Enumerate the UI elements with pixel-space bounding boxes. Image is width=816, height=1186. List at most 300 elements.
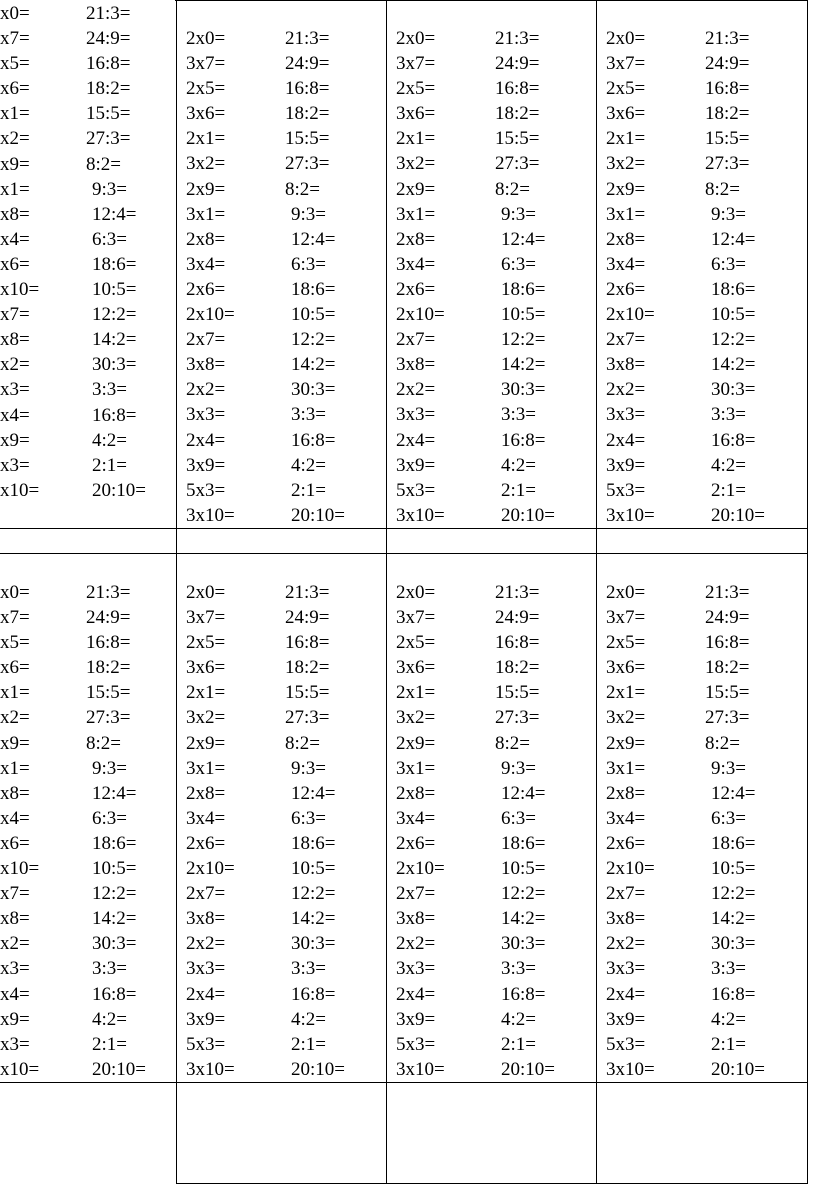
division-problem: 15:5= bbox=[285, 128, 330, 150]
division-problem: 4:2= bbox=[711, 454, 746, 476]
division-problem: 10:5= bbox=[711, 858, 756, 880]
division-problem: 9:3= bbox=[92, 757, 127, 779]
multiplication-problem: x0= bbox=[0, 3, 30, 24]
division-problem: 9:3= bbox=[291, 203, 326, 225]
multiplication-problem: 2x8= bbox=[186, 228, 226, 250]
multiplication-problem: 2x2= bbox=[606, 933, 646, 955]
multiplication-problem: x0= bbox=[0, 582, 30, 603]
multiplication-problem: 3x6= bbox=[186, 103, 226, 125]
multiplication-problem: 3x3= bbox=[396, 958, 436, 980]
division-problem: 12:4= bbox=[291, 782, 336, 804]
multiplication-problem: 2x2= bbox=[396, 379, 436, 401]
multiplication-problem: x2= bbox=[0, 128, 30, 150]
multiplication-problem: 3x7= bbox=[396, 53, 436, 75]
division-problem: 4:2= bbox=[291, 454, 326, 476]
division-problem: 9:3= bbox=[291, 757, 326, 779]
multiplication-problem: 3x8= bbox=[606, 908, 646, 930]
multiplication-problem: 3x8= bbox=[186, 908, 226, 930]
multiplication-problem: x1= bbox=[0, 103, 30, 125]
multiplication-problem: 3x7= bbox=[186, 607, 226, 629]
multiplication-problem: 3x8= bbox=[396, 354, 436, 376]
division-problem: 9:3= bbox=[92, 178, 127, 200]
division-problem: 16:8= bbox=[501, 429, 546, 451]
multiplication-problem: 3x4= bbox=[396, 807, 436, 829]
division-problem: 24:9= bbox=[285, 607, 330, 629]
division-problem: 21:3= bbox=[86, 582, 131, 603]
multiplication-problem: 3x2= bbox=[396, 707, 436, 729]
division-problem: 2:1= bbox=[501, 1033, 536, 1055]
division-problem: 15:5= bbox=[86, 682, 131, 704]
table-border-bottom bbox=[177, 1183, 808, 1184]
division-problem: 15:5= bbox=[705, 128, 750, 150]
division-problem: 10:5= bbox=[711, 304, 756, 326]
division-problem: 18:2= bbox=[285, 103, 330, 125]
division-problem: 12:2= bbox=[711, 883, 756, 905]
multiplication-problem: 2x8= bbox=[606, 228, 646, 250]
multiplication-problem: 3x3= bbox=[606, 958, 646, 980]
multiplication-problem: 2x8= bbox=[396, 782, 436, 804]
multiplication-problem: 3x4= bbox=[186, 253, 226, 275]
multiplication-problem: 3x1= bbox=[186, 757, 226, 779]
multiplication-problem: x7= bbox=[0, 304, 30, 326]
table-border-top bbox=[175, 0, 808, 1]
division-problem: 6:3= bbox=[711, 253, 746, 275]
multiplication-problem: x4= bbox=[0, 807, 30, 829]
multiplication-problem: 5x3= bbox=[606, 479, 646, 501]
division-problem: 18:2= bbox=[705, 657, 750, 679]
table-column-divider bbox=[386, 0, 387, 1184]
multiplication-problem: 3x1= bbox=[606, 203, 646, 225]
division-problem: 12:4= bbox=[501, 782, 546, 804]
table-border-right bbox=[807, 0, 808, 1184]
division-problem: 27:3= bbox=[495, 153, 540, 175]
multiplication-problem: 3x6= bbox=[396, 103, 436, 125]
division-problem: 30:3= bbox=[501, 933, 546, 955]
multiplication-problem: x6= bbox=[0, 253, 30, 275]
multiplication-problem: 3x10= bbox=[606, 1058, 655, 1080]
multiplication-problem: 2x2= bbox=[606, 379, 646, 401]
division-problem: 18:6= bbox=[711, 278, 756, 300]
division-problem: 20:10= bbox=[291, 1058, 345, 1080]
division-problem: 20:10= bbox=[711, 1058, 765, 1080]
division-problem: 15:5= bbox=[495, 682, 540, 704]
division-problem: 30:3= bbox=[291, 933, 336, 955]
division-problem: 14:2= bbox=[291, 354, 336, 376]
multiplication-problem: x4= bbox=[0, 983, 30, 1005]
division-problem: 16:8= bbox=[92, 983, 137, 1005]
division-problem: 20:10= bbox=[92, 479, 146, 501]
division-problem: 24:9= bbox=[495, 53, 540, 75]
division-problem: 12:2= bbox=[501, 883, 546, 905]
multiplication-problem: 3x2= bbox=[396, 153, 436, 175]
multiplication-problem: x2= bbox=[0, 933, 30, 955]
division-problem: 24:9= bbox=[86, 28, 131, 50]
multiplication-problem: x10= bbox=[0, 279, 40, 301]
multiplication-problem: 3x3= bbox=[186, 958, 226, 980]
table-column-divider bbox=[176, 0, 177, 1184]
multiplication-problem: 3x9= bbox=[186, 1008, 226, 1030]
multiplication-problem: 2x9= bbox=[396, 732, 436, 754]
multiplication-problem: 3x8= bbox=[186, 354, 226, 376]
division-problem: 6:3= bbox=[92, 228, 127, 250]
multiplication-problem: 2x0= bbox=[606, 28, 646, 49]
multiplication-problem: 3x1= bbox=[396, 203, 436, 225]
division-problem: 2:1= bbox=[291, 479, 326, 501]
division-problem: 15:5= bbox=[86, 103, 131, 125]
multiplication-problem: 2x4= bbox=[606, 429, 646, 451]
multiplication-problem: x9= bbox=[0, 1008, 30, 1030]
division-problem: 16:8= bbox=[285, 78, 330, 100]
division-problem: 30:3= bbox=[501, 379, 546, 401]
division-problem: 24:9= bbox=[705, 607, 750, 629]
division-problem: 2:1= bbox=[711, 479, 746, 501]
multiplication-problem: 3x9= bbox=[606, 1008, 646, 1030]
multiplication-problem: 3x10= bbox=[186, 1058, 235, 1080]
multiplication-problem: 3x8= bbox=[606, 354, 646, 376]
multiplication-problem: x9= bbox=[0, 732, 30, 754]
multiplication-problem: 2x2= bbox=[186, 933, 226, 955]
multiplication-problem: 3x2= bbox=[606, 707, 646, 729]
multiplication-problem: 3x1= bbox=[186, 203, 226, 225]
multiplication-problem: 3x9= bbox=[186, 454, 226, 476]
multiplication-problem: x2= bbox=[0, 707, 30, 729]
multiplication-problem: 2x6= bbox=[606, 832, 646, 854]
multiplication-problem: 5x3= bbox=[396, 1033, 436, 1055]
division-problem: 4:2= bbox=[92, 429, 127, 451]
division-problem: 30:3= bbox=[711, 933, 756, 955]
division-problem: 16:8= bbox=[705, 78, 750, 100]
multiplication-problem: 3x10= bbox=[396, 1058, 445, 1080]
multiplication-problem: 3x2= bbox=[186, 153, 226, 175]
multiplication-problem: 2x4= bbox=[186, 429, 226, 451]
division-problem: 16:8= bbox=[291, 429, 336, 451]
division-problem: 16:8= bbox=[495, 632, 540, 654]
division-problem: 16:8= bbox=[501, 983, 546, 1005]
division-problem: 27:3= bbox=[495, 707, 540, 729]
division-problem: 20:10= bbox=[501, 504, 555, 526]
multiplication-problem: 3x9= bbox=[606, 454, 646, 476]
multiplication-problem: 3x7= bbox=[396, 607, 436, 629]
division-problem: 14:2= bbox=[501, 908, 546, 930]
division-problem: 12:2= bbox=[92, 883, 137, 905]
division-problem: 16:8= bbox=[86, 53, 131, 75]
multiplication-problem: x10= bbox=[0, 858, 40, 880]
multiplication-problem: 3x4= bbox=[606, 807, 646, 829]
multiplication-problem: x9= bbox=[0, 153, 30, 175]
division-problem: 15:5= bbox=[705, 682, 750, 704]
multiplication-problem: 2x4= bbox=[606, 983, 646, 1005]
multiplication-problem: 2x7= bbox=[186, 329, 226, 351]
division-problem: 18:6= bbox=[92, 832, 137, 854]
division-problem: 9:3= bbox=[711, 757, 746, 779]
division-problem: 8:2= bbox=[495, 732, 530, 754]
division-problem: 9:3= bbox=[711, 203, 746, 225]
division-problem: 21:3= bbox=[705, 28, 750, 49]
division-problem: 2:1= bbox=[92, 454, 127, 476]
division-problem: 4:2= bbox=[291, 1008, 326, 1030]
multiplication-problem: x7= bbox=[0, 607, 30, 629]
multiplication-problem: 3x9= bbox=[396, 454, 436, 476]
division-problem: 24:9= bbox=[285, 53, 330, 75]
division-problem: 14:2= bbox=[711, 354, 756, 376]
division-problem: 15:5= bbox=[285, 682, 330, 704]
multiplication-problem: 2x5= bbox=[186, 632, 226, 654]
division-problem: 16:8= bbox=[711, 429, 756, 451]
division-problem: 27:3= bbox=[285, 707, 330, 729]
multiplication-problem: 3x3= bbox=[606, 404, 646, 426]
division-problem: 20:10= bbox=[291, 504, 345, 526]
division-problem: 4:2= bbox=[711, 1008, 746, 1030]
division-problem: 15:5= bbox=[495, 128, 540, 150]
division-problem: 21:3= bbox=[495, 582, 540, 603]
multiplication-problem: x4= bbox=[0, 228, 30, 250]
division-problem: 18:2= bbox=[495, 103, 540, 125]
multiplication-problem: 2x10= bbox=[606, 858, 655, 880]
multiplication-problem: 2x0= bbox=[606, 582, 646, 603]
multiplication-problem: x1= bbox=[0, 757, 30, 779]
division-problem: 8:2= bbox=[285, 178, 320, 200]
table-row-divider bbox=[0, 553, 808, 554]
division-problem: 16:8= bbox=[86, 632, 131, 654]
division-problem: 6:3= bbox=[501, 253, 536, 275]
multiplication-problem: 2x10= bbox=[186, 304, 235, 326]
division-problem: 3:3= bbox=[92, 379, 127, 401]
multiplication-problem: 5x3= bbox=[396, 479, 436, 501]
multiplication-problem: 2x4= bbox=[396, 983, 436, 1005]
division-problem: 16:8= bbox=[92, 404, 137, 426]
division-problem: 20:10= bbox=[92, 1058, 146, 1080]
multiplication-problem: 3x9= bbox=[396, 1008, 436, 1030]
multiplication-problem: 3x1= bbox=[396, 757, 436, 779]
division-problem: 14:2= bbox=[92, 908, 137, 930]
multiplication-problem: 2x0= bbox=[186, 582, 226, 603]
division-problem: 8:2= bbox=[285, 732, 320, 754]
multiplication-problem: 2x8= bbox=[606, 782, 646, 804]
division-problem: 16:8= bbox=[285, 632, 330, 654]
multiplication-problem: 2x7= bbox=[186, 883, 226, 905]
multiplication-problem: 3x7= bbox=[606, 53, 646, 75]
table-row-divider bbox=[0, 528, 808, 529]
multiplication-problem: 3x6= bbox=[606, 657, 646, 679]
division-problem: 18:2= bbox=[705, 103, 750, 125]
division-problem: 18:2= bbox=[495, 657, 540, 679]
division-problem: 24:9= bbox=[86, 607, 131, 629]
multiplication-problem: 2x7= bbox=[396, 329, 436, 351]
multiplication-problem: 2x8= bbox=[396, 228, 436, 250]
multiplication-problem: 2x0= bbox=[396, 582, 436, 603]
multiplication-problem: 3x4= bbox=[396, 253, 436, 275]
division-problem: 2:1= bbox=[711, 1033, 746, 1055]
division-problem: 27:3= bbox=[86, 707, 131, 729]
multiplication-problem: 5x3= bbox=[606, 1033, 646, 1055]
multiplication-problem: x6= bbox=[0, 832, 30, 854]
multiplication-problem: x7= bbox=[0, 28, 30, 50]
division-problem: 3:3= bbox=[501, 958, 536, 980]
division-problem: 21:3= bbox=[285, 582, 330, 603]
division-problem: 6:3= bbox=[291, 807, 326, 829]
division-problem: 6:3= bbox=[92, 807, 127, 829]
multiplication-problem: 2x10= bbox=[396, 858, 445, 880]
multiplication-problem: 2x2= bbox=[186, 379, 226, 401]
multiplication-problem: 2x1= bbox=[396, 128, 436, 150]
division-problem: 30:3= bbox=[92, 354, 137, 376]
table-row-divider bbox=[0, 1082, 808, 1083]
multiplication-problem: x3= bbox=[0, 958, 30, 980]
division-problem: 12:4= bbox=[711, 228, 756, 250]
multiplication-problem: 2x6= bbox=[396, 832, 436, 854]
division-problem: 3:3= bbox=[92, 958, 127, 980]
multiplication-problem: 2x6= bbox=[396, 278, 436, 300]
division-problem: 24:9= bbox=[495, 607, 540, 629]
division-problem: 18:6= bbox=[501, 278, 546, 300]
division-problem: 21:3= bbox=[705, 582, 750, 603]
multiplication-problem: 2x1= bbox=[606, 682, 646, 704]
division-problem: 8:2= bbox=[86, 153, 121, 175]
multiplication-problem: 2x7= bbox=[606, 883, 646, 905]
multiplication-problem: x10= bbox=[0, 479, 40, 501]
division-problem: 3:3= bbox=[711, 958, 746, 980]
division-problem: 27:3= bbox=[705, 153, 750, 175]
multiplication-problem: 5x3= bbox=[186, 1033, 226, 1055]
multiplication-problem: x7= bbox=[0, 883, 30, 905]
division-problem: 12:2= bbox=[501, 329, 546, 351]
division-problem: 14:2= bbox=[92, 329, 137, 351]
division-problem: 6:3= bbox=[711, 807, 746, 829]
multiplication-problem: 3x2= bbox=[606, 153, 646, 175]
division-problem: 2:1= bbox=[501, 479, 536, 501]
multiplication-problem: x4= bbox=[0, 404, 30, 426]
multiplication-problem: 5x3= bbox=[186, 479, 226, 501]
division-problem: 8:2= bbox=[705, 178, 740, 200]
multiplication-problem: 2x0= bbox=[396, 28, 436, 49]
division-problem: 27:3= bbox=[705, 707, 750, 729]
division-problem: 3:3= bbox=[291, 958, 326, 980]
multiplication-problem: x1= bbox=[0, 682, 30, 704]
division-problem: 3:3= bbox=[711, 404, 746, 426]
multiplication-problem: 2x4= bbox=[186, 983, 226, 1005]
multiplication-problem: 3x3= bbox=[186, 404, 226, 426]
division-problem: 10:5= bbox=[291, 858, 336, 880]
division-problem: 30:3= bbox=[711, 379, 756, 401]
multiplication-problem: x3= bbox=[0, 1033, 30, 1055]
multiplication-problem: 3x10= bbox=[606, 504, 655, 526]
division-problem: 18:6= bbox=[291, 278, 336, 300]
division-problem: 9:3= bbox=[501, 757, 536, 779]
division-problem: 21:3= bbox=[285, 28, 330, 49]
multiplication-problem: 2x4= bbox=[396, 429, 436, 451]
division-problem: 16:8= bbox=[705, 632, 750, 654]
multiplication-problem: 2x6= bbox=[186, 278, 226, 300]
division-problem: 12:4= bbox=[92, 782, 137, 804]
division-problem: 10:5= bbox=[501, 858, 546, 880]
multiplication-problem: 3x1= bbox=[606, 757, 646, 779]
multiplication-problem: x8= bbox=[0, 782, 30, 804]
division-problem: 8:2= bbox=[705, 732, 740, 754]
multiplication-problem: 3x10= bbox=[396, 504, 445, 526]
division-problem: 18:2= bbox=[86, 657, 131, 679]
multiplication-problem: 2x1= bbox=[186, 128, 226, 150]
multiplication-problem: 2x10= bbox=[396, 304, 445, 326]
division-problem: 3:3= bbox=[501, 404, 536, 426]
division-problem: 10:5= bbox=[501, 304, 546, 326]
division-problem: 2:1= bbox=[92, 1033, 127, 1055]
division-problem: 14:2= bbox=[501, 354, 546, 376]
multiplication-problem: x5= bbox=[0, 53, 30, 75]
multiplication-problem: 2x9= bbox=[186, 732, 226, 754]
multiplication-problem: 2x9= bbox=[186, 178, 226, 200]
multiplication-problem: 2x6= bbox=[186, 832, 226, 854]
multiplication-problem: x1= bbox=[0, 178, 30, 200]
multiplication-problem: 3x7= bbox=[606, 607, 646, 629]
division-problem: 20:10= bbox=[711, 504, 765, 526]
division-problem: 12:2= bbox=[92, 304, 137, 326]
multiplication-problem: 2x5= bbox=[396, 78, 436, 100]
multiplication-problem: x6= bbox=[0, 657, 30, 679]
multiplication-problem: 3x10= bbox=[186, 504, 235, 526]
division-problem: 21:3= bbox=[86, 3, 131, 24]
division-problem: 18:6= bbox=[711, 832, 756, 854]
division-problem: 4:2= bbox=[92, 1008, 127, 1030]
multiplication-problem: 2x0= bbox=[186, 28, 226, 49]
multiplication-problem: x8= bbox=[0, 203, 30, 225]
division-problem: 10:5= bbox=[92, 858, 137, 880]
multiplication-problem: x5= bbox=[0, 632, 30, 654]
division-problem: 12:4= bbox=[291, 228, 336, 250]
multiplication-problem: 2x1= bbox=[606, 128, 646, 150]
division-problem: 12:4= bbox=[92, 203, 137, 225]
division-problem: 9:3= bbox=[501, 203, 536, 225]
division-problem: 3:3= bbox=[291, 404, 326, 426]
division-problem: 10:5= bbox=[92, 279, 137, 301]
division-problem: 18:2= bbox=[86, 78, 131, 100]
division-problem: 4:2= bbox=[501, 1008, 536, 1030]
division-problem: 10:5= bbox=[291, 304, 336, 326]
multiplication-problem: 3x4= bbox=[186, 807, 226, 829]
division-problem: 6:3= bbox=[291, 253, 326, 275]
multiplication-problem: 2x7= bbox=[396, 883, 436, 905]
division-problem: 30:3= bbox=[92, 933, 137, 955]
multiplication-problem: 3x6= bbox=[396, 657, 436, 679]
multiplication-problem: x2= bbox=[0, 354, 30, 376]
multiplication-problem: x8= bbox=[0, 329, 30, 351]
multiplication-problem: 3x6= bbox=[186, 657, 226, 679]
division-problem: 18:6= bbox=[291, 832, 336, 854]
division-problem: 2:1= bbox=[291, 1033, 326, 1055]
multiplication-problem: 2x7= bbox=[606, 329, 646, 351]
multiplication-problem: x3= bbox=[0, 379, 30, 401]
division-problem: 27:3= bbox=[86, 128, 131, 150]
division-problem: 12:2= bbox=[291, 329, 336, 351]
division-problem: 8:2= bbox=[495, 178, 530, 200]
multiplication-problem: 2x5= bbox=[396, 632, 436, 654]
multiplication-problem: 2x10= bbox=[186, 858, 235, 880]
multiplication-problem: x9= bbox=[0, 429, 30, 451]
division-problem: 12:2= bbox=[711, 329, 756, 351]
division-problem: 14:2= bbox=[291, 908, 336, 930]
division-problem: 8:2= bbox=[86, 732, 121, 754]
division-problem: 21:3= bbox=[495, 28, 540, 49]
division-problem: 16:8= bbox=[291, 983, 336, 1005]
multiplication-problem: 3x4= bbox=[606, 253, 646, 275]
division-problem: 12:4= bbox=[501, 228, 546, 250]
multiplication-problem: 2x5= bbox=[606, 632, 646, 654]
multiplication-problem: 2x5= bbox=[606, 78, 646, 100]
division-problem: 6:3= bbox=[501, 807, 536, 829]
multiplication-problem: 2x8= bbox=[186, 782, 226, 804]
multiplication-problem: 2x10= bbox=[606, 304, 655, 326]
multiplication-problem: 3x3= bbox=[396, 404, 436, 426]
multiplication-problem: 3x7= bbox=[186, 53, 226, 75]
